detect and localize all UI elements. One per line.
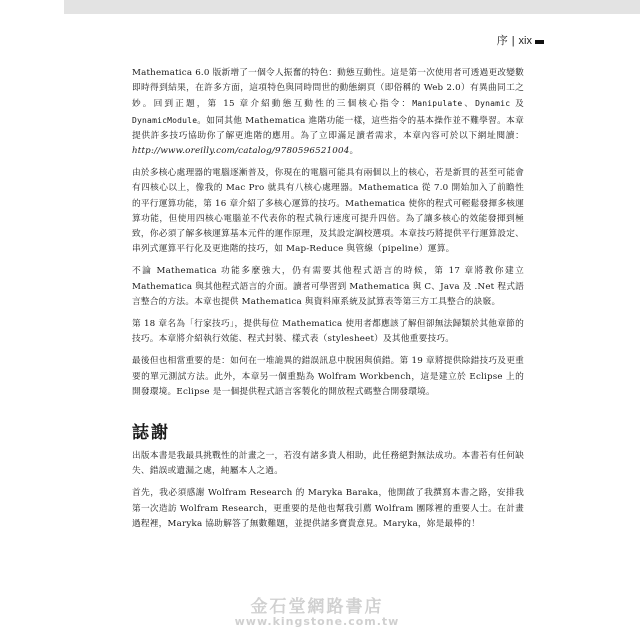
text-run: 及 <box>510 99 524 110</box>
text-run: 由於多核心處理器的電腦逐漸普及，你現在的電腦可能具有兩個以上的核心，若是新買的甚至可能會有四核心以上，像我的 Mac Pro 就具有八核心處理器。Mathematica 從 7.0 開始加入了前瞻性的平行運算功能，第 16 章介紹了多核心運算的技巧。Mathematica 使你的程式可輕鬆發揮多核運算功能，但使用四核心電腦並不代表你的程式執行速度可提升四倍。為了讓多核心的效能發揮到極致，你必須了解多核運算基本元件的運作原理，及其設定調校選項。本章技巧將提供平行運算設定、串列式運算平行化及更進階的技巧，如 Map-Reduce 與管線（pipeline）運算。 <box>132 168 524 255</box>
paragraph-p4 <box>132 317 524 347</box>
inline-url: http://www.oreilly.com/catalog/9780596521004 <box>132 146 350 157</box>
acknowledgments-heading: 誌謝 <box>132 423 170 444</box>
text-run: 。如同其他 Mathematica 進階功能一樣，這些指令的基本操作並不難學習。本章提供許多技巧協助你了解更進階的應用。為了立即滿足讀者需求，本章內容可於以下網址閱讀： <box>132 115 524 141</box>
watermark-name: 金石堂網路書店 <box>250 597 384 617</box>
text-run: 出版本書是我最具挑戰性的計畫之一，若沒有諸多貴人相助，此任務絕對無法成功。本書若有任何缺失、錯誤或遺漏之處，純屬本人之過。 <box>132 451 524 477</box>
text-run: 、 <box>462 99 476 110</box>
running-header <box>497 32 532 48</box>
watermark <box>232 592 402 628</box>
text-run: Mathematica 6.0 版新增了一個令人振奮的特色：動態互動性。這是第一次使用者可透過更改變數即時得到結果，在許多方面，這項特色與同時問世的動態網頁（即俗稱的 Web 2.0）有異曲同工之妙。回到正題，第 15 章介紹動態互動性的三個核心指令： <box>132 68 524 110</box>
paragraph-p2 <box>132 166 524 257</box>
header-marker <box>535 40 544 44</box>
text-run: 首先，我必須感謝 Wolfram Research 的 Maryka Baraka，他開啟了我撰寫本書之路，安排我第一次造訪 Wolfram Research，更重要的是他也幫我引薦 Wolfram 團隊裡的重要人士。在計畫過程裡，Maryka 協助解答了無數難題，並提供諸多寶貴意見。Maryka，妳是最棒的！ <box>132 488 524 529</box>
preface-paragraphs <box>132 66 524 400</box>
text-run: 。 <box>349 146 359 157</box>
inline-code: DynamicModule <box>132 115 198 125</box>
header-separator: | <box>511 35 515 47</box>
inline-code: Manipulate <box>412 99 463 109</box>
paragraph-p5 <box>132 354 524 400</box>
page-body <box>132 66 524 539</box>
acknowledgments-paragraphs <box>132 449 524 532</box>
paragraph-p1 <box>132 66 524 159</box>
watermark-url: www.kingstone.com.tw <box>234 615 400 628</box>
text-run: 不論 Mathematica 功能多麼強大，仍有需要其他程式語言的時候，第 17 章將教你建立 Mathematica 與其他程式語言的介面。讀者可學習到 Mathematica 與 C、Java 及 .Net 程式語言整合的方法。本章也提供 Mathematica 與資料庫系統及試算表等第三方工具整合的訣竅。 <box>132 266 524 307</box>
paragraph-p3 <box>132 264 524 310</box>
text-run: 第 18 章名為「行家技巧」，提供每位 Mathematica 使用者都應該了解但卻無法歸類於其他章節的技巧。本章將介紹執行效能、程式封裝、樣式表（stylesheet）及其他重要技巧。 <box>132 319 524 345</box>
ack-paragraph-a1 <box>132 449 524 479</box>
ack-paragraph-a2 <box>132 486 524 532</box>
top-gray-bar <box>64 0 640 14</box>
header-section-label: 序 <box>496 35 508 47</box>
text-run: 最後但也相當重要的是：如何在一堆詭異的錯誤訊息中脫困與偵錯。第 19 章將提供除錯技巧及更重要的單元測試方法。此外，本章另一個重點為 Wolfram Workbench，這是建立於 Eclipse 上的開發環境。Eclipse 是一個提供程式語言客製化的開放程式碼整合開發環境。 <box>132 356 524 397</box>
inline-code: Dynamic <box>475 99 511 109</box>
page-number: xix <box>518 35 532 47</box>
